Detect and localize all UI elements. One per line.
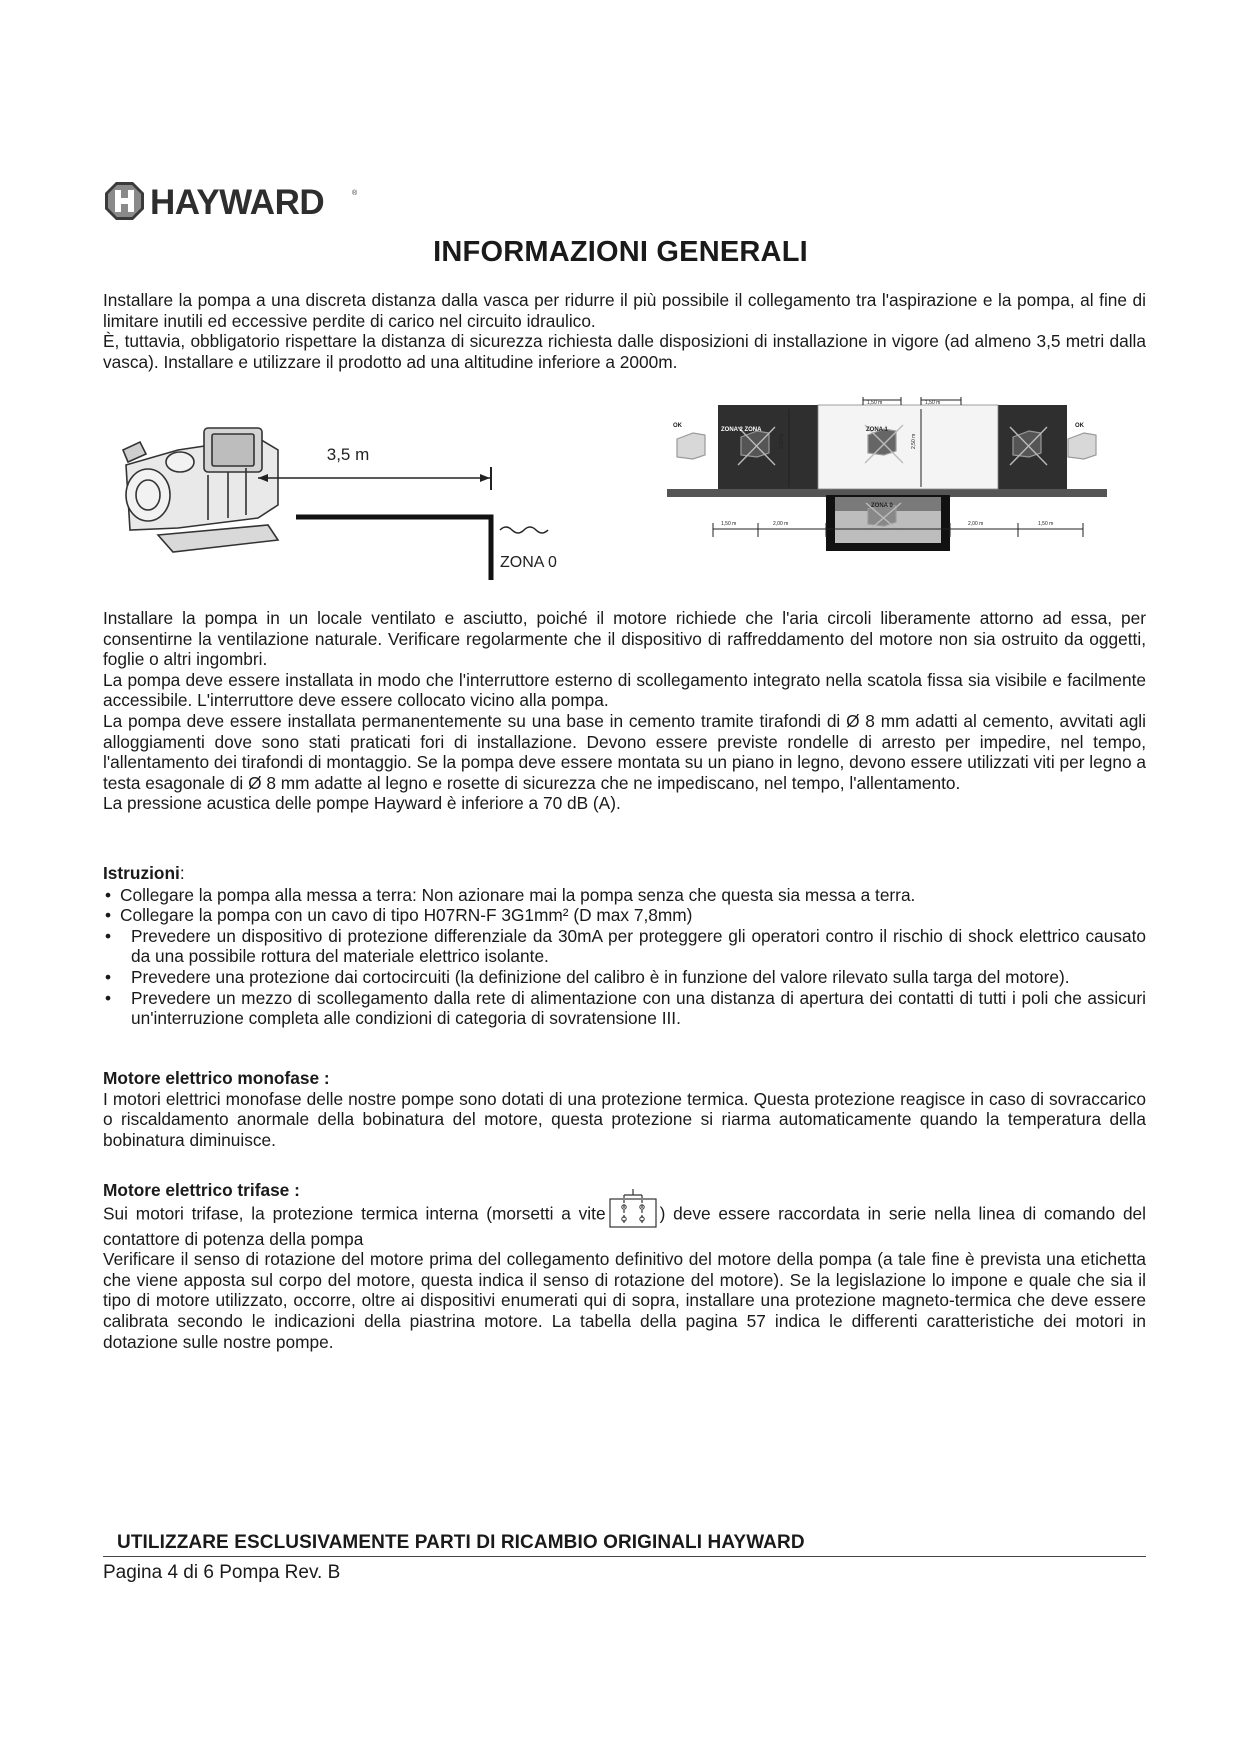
water-wave [500,527,548,533]
installation-text [103,608,1146,814]
safety-zones-diagram [663,397,1113,552]
zone-1 [818,405,998,489]
zone-2-label: ZONA 2 ZONA [721,427,762,433]
hayward-h-icon [105,182,144,220]
body-paragraph-2: La pompa deve essere installata in modo che l'interruttore esterno di scollegamento integrato nella scatola fissa sia visibile e facilmente accessibile. L'interruttore deve essere collocato vicino alla pompa. [103,669,1146,711]
intro-text [103,290,1146,372]
dim-top-left: 1,50 m [867,400,883,406]
pool-edge [296,517,491,580]
svg-text:®: ® [352,190,358,197]
dim-height-left: 2,50 m [779,433,785,449]
dim-height-right: 2,50 m [911,433,917,449]
body-paragraph-1: Installare la pompa in un locale ventilato e asciutto, poiché il motore richiede che l'aria circoli liberamente attorno ad essa, per consentirne la ventilazione naturale. Verificare regolarmente che il dispositivo di raffreddamento del motore non sia ostruito da oggetti, foglie o altri ingombri. [103,608,1146,670]
pump-distance-diagram [118,420,568,585]
list-item: • Collegare la pompa con un cavo di tipo H07RN-F 3G1mm² (D max 7,8mm) [103,905,1146,926]
brand-name: HAYWARD [150,183,325,221]
zone-0-label: ZONA 0 [500,554,557,571]
list-item: • Prevedere un dispositivo di protezione differenziale da 30mA per proteggere gli operatori contro il rischio di shock elettrico causato da una possibile rottura del materiale elettrico isolante. [103,926,1146,967]
dim-bottom-3: 2,00 m [968,521,984,527]
istruzioni-heading: Istruzioni [103,863,180,883]
list-item: • Prevedere un mezzo di scollegamento dalla rete di alimentazione con una distanza di apertura dei contatti di tutti i poli che assicuri un'interruzione completa alle condizioni di categoria di sovratensione III. [103,988,1146,1029]
footer-divider [103,1556,1146,1557]
monofase-text: I motori elettrici monofase delle nostre pompe sono dotati di una protezione termica. Questa protezione reagisce in caso di sovraccarico o riscaldamento anormale della bobinatura del motore, questa protezione si riarma automaticamente quando la temperatura della bobinatura diminuisce. [103,1088,1146,1150]
dim-bottom-2: 2,00 m [773,521,789,527]
thermal-terminal-icon [608,1189,658,1229]
pump-illustration [123,428,278,552]
istruzioni-section: Istruzioni: • Collegare la pompa alla messa a terra: Non azionare mai la pompa senza che questa sia messa a terra. • Collegare la pompa con un cavo di tipo H07RN-F 3G1mm² (D max 7,8mm) • Prevedere un dispositivo di protezione differenziale da 30mA per proteggere gli operatori contro il rischio di shock elettrico causato da una possibile rottura del materiale elettrico isolante. • Prevedere una protezione dai cortocircuiti (la definizione del calibro è in funzione del valore rilevato sulla targa del motore). • Prevedere un mezzo di scollegamento dalla rete di alimentazione con una distanza di apertura dei contatti di tutti i poli che assicuri un'interruzione completa alle condizioni di categoria di sovratensione III. [103,863,1146,1029]
trifase-paragraph: Verificare il senso di rotazione del motore prima del collegamento definitivo del motore della pompa (a tale fine è prevista una etichetta che viene apposta sul corpo del motore, questa indica il senso di rotazione del motore). Se la legislazione lo impone e quale che sia il tipo di motore utilizzato, occorre, oltre ai dispositivi enumerati qui di sopra, installare una protezione magneto-termica che deve essere calibrata secondo le indicazioni della piastrina motore. La tabella della pagina 57 indica le differenti caratteristiche dei motori in dotazione sulle nostre pompe. [103,1249,1146,1352]
list-item: • Prevedere una protezione dai cortocircuiti (la definizione del calibro è in funzione del valore rilevato sulla targa del motore). [103,967,1146,988]
monofase-heading: Motore elettrico monofase : [103,1068,330,1088]
body-paragraph-3: La pompa deve essere installata permanentemente su una base in cemento tramite tirafondi di Ø 8 mm adatti al cemento, avvitati agli alloggiamenti dove sono stati praticati fori di installazione. Devono essere previste rondelle di arresto per impedire, nel tempo, l'allentamento dei tirafondi di montaggio. Se la pompa deve essere montata su un piano in legno, devono essere utilizzati viti per legno a testa esagonale di Ø 8 mm adatte al legno e rosette di sicurezza che ne impediscano, nel tempo, l'allentamento. [103,710,1146,793]
hayward-logo [104,181,364,221]
spare-parts-notice: UTILIZZARE ESCLUSIVAMENTE PARTI DI RICAMBIO ORIGINALI HAYWARD [117,1532,805,1553]
intro-paragraph-2: È, tuttavia, obbligatorio rispettare la distanza di sicurezza richiesta dalle disposizioni di installazione in vigore (ad almeno 3,5 metri dalla vasca). Installare e utilizzare il prodotto ad una altitudine inferiore a 2000m. [103,331,1146,372]
dim-bottom-4: 1,50 m [1038,521,1054,527]
trifase-section: Motore elettrico trifase : Sui motori trifase, la protezione termica interna (morsetti a vite ) deve essere raccordata in serie nella linea di comando del contattore di potenza della pompa Verificare il senso di rotazione del motore prima del collegamento definitivo del motore della pompa (a tale fine è prevista una etichetta che viene apposta sul corpo del motore, questa indica il senso di rotazione del motore). Se la legislazione lo impone e quale che sia il tipo di motore utilizzato, occorre, oltre ai dispositivi enumerati qui di sopra, installare una protezione magneto-termica che deve essere calibrata secondo le indicazioni della piastrina motore. La tabella della pagina 57 indica le differenti caratteristiche dei motori in dotazione sulle nostre pompe. [103,1180,1147,1352]
ok-right-label: OK [1075,423,1084,429]
body-paragraph-4: La pressione acustica delle pompe Hayward è inferiore a 70 dB (A). [103,793,621,814]
page-title: INFORMAZIONI GENERALI [433,236,808,268]
monofase-section [103,1068,1146,1150]
distance-label: 3,5 m [326,445,370,464]
list-item: • Collegare la pompa alla messa a terra: Non azionare mai la pompa senza che questa sia messa a terra. [103,885,1146,906]
dim-bottom-1: 1,50 m [721,521,737,527]
dim-top-right: 1,50 m [925,400,941,406]
zone-1-label: ZONA 1 [866,427,888,433]
ok-left-label: OK [673,423,682,429]
istruzioni-list [103,885,1146,1029]
intro-paragraph-1: Installare la pompa a una discreta distanza dalla vasca per ridurre il più possibile il collegamento tra l'aspirazione e la pompa, al fine di limitare inutili ed eccessive perdite di carico nel circuito idraulico. [103,290,1146,331]
zone-0-label: ZONA 0 [871,503,893,509]
page-number: Pagina 4 di 6 Pompa Rev. B [103,1562,341,1583]
trifase-heading: Motore elettrico trifase : [103,1180,300,1200]
